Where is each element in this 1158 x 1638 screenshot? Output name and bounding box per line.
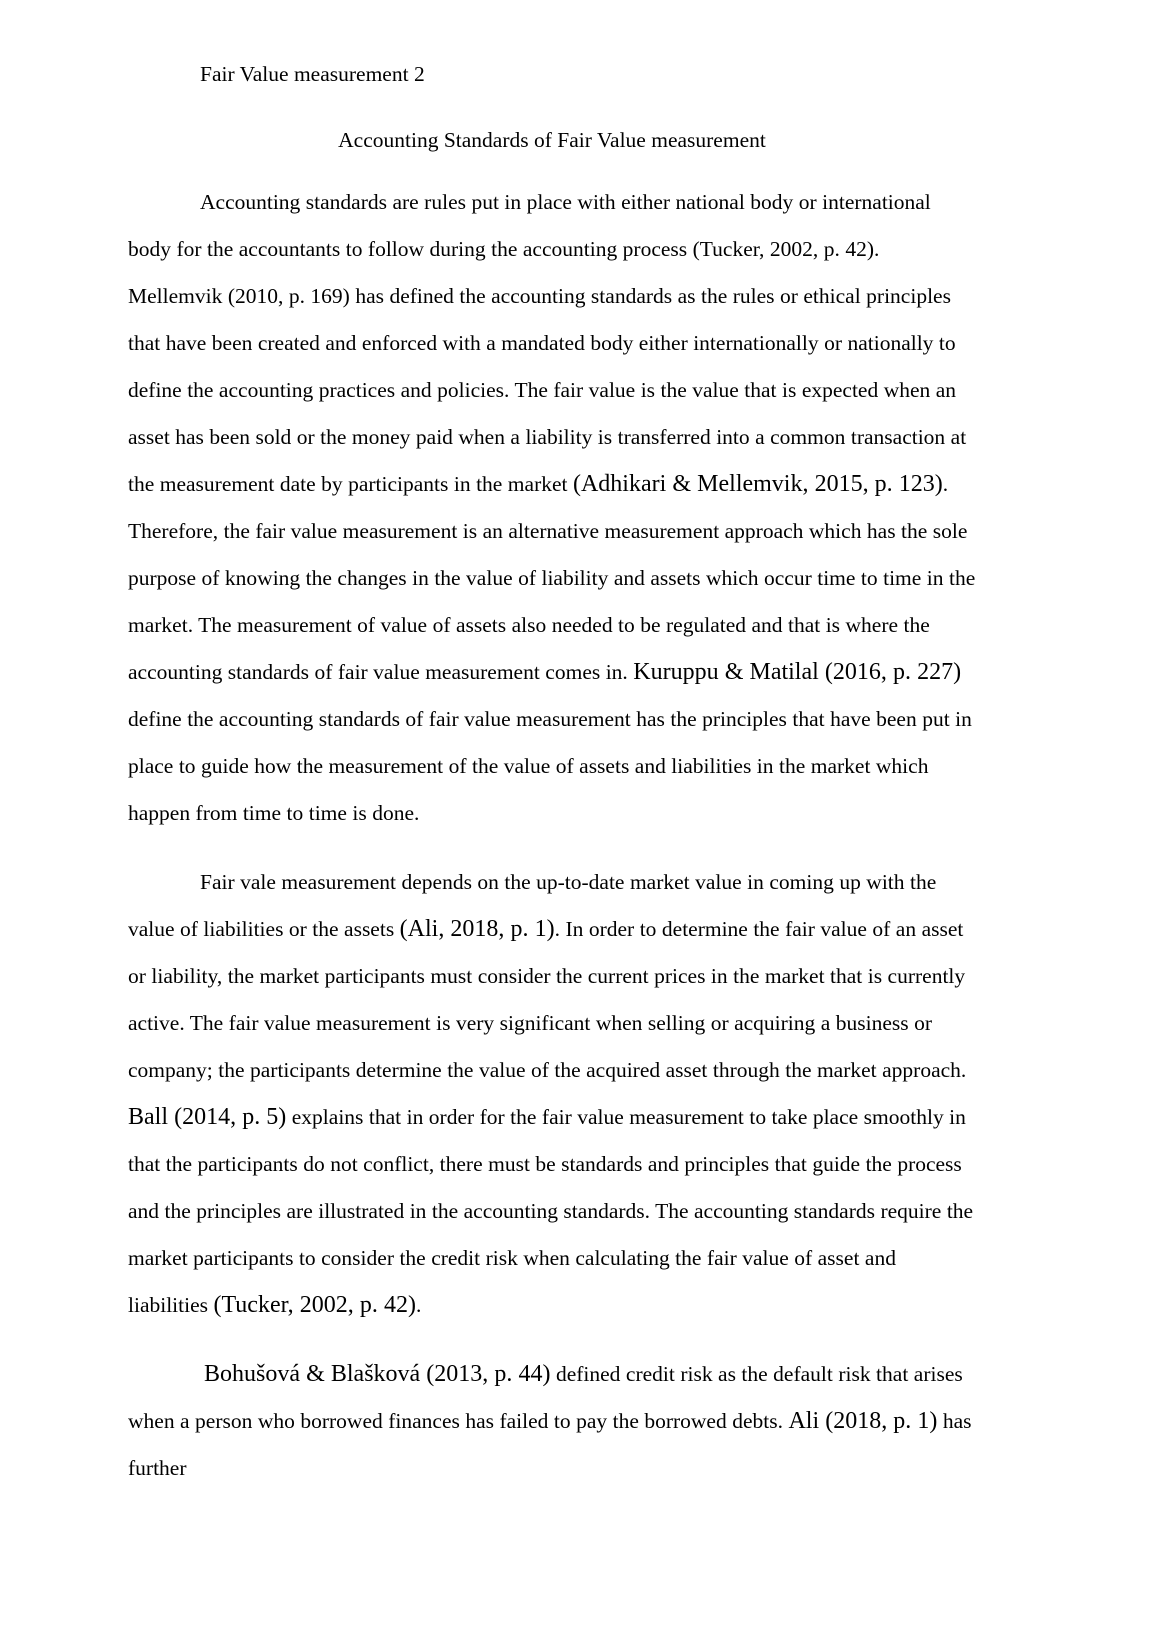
body-text: Fair vale measurement depends on the up-to-date market value in coming up with the value of liabilities or the assets xyxy=(128,869,937,941)
body-text: has further xyxy=(128,1408,972,1480)
citation-text: Bohušová & Blašková (2013, p. 44) xyxy=(204,1360,551,1387)
body-text: Accounting standards are rules put in place with either national body or international body for the accountants to follow during the accounting process (Tucker, 2002, p. 42). Mellemvik (2010, p. 169) has defined the accounting standards as the rules or ethical principles that have been created and enforced with a mandated body either internationally or nationally to define the accounting practices and policies. The fair value is the value that is expected when an asset has been sold or the money paid when a liability is transferred into a common transaction at the measurement date by participants in the market xyxy=(128,189,967,496)
citation-text: (Ali, 2018, p. 1) xyxy=(399,915,555,942)
running-head: Fair Value measurement 2 xyxy=(200,62,425,86)
paragraph-credit-risk xyxy=(128,1329,976,1492)
body-text: . In order to determine the fair value of an asset or liability, the market participants must consider the current prices in the market that is currently active. The fair value measurement is very significant when selling or acquiring a business or company; the participants determine the value of the acquired asset through the market approach. xyxy=(128,916,967,1082)
body-text: explains that in order for the fair value measurement to take place smoothly in that the participants do not conflict, there must be standards and principles that guide the process and the principles are illustrated in the accounting standards. The accounting standards require the market participants to consider the credit risk when calculating the fair value of asset and liabilities xyxy=(128,1104,974,1317)
page-content xyxy=(128,0,976,1492)
paragraph-fair-value-market xyxy=(128,837,976,1329)
body-text: . xyxy=(415,1292,422,1317)
body-text: defined credit risk as the default risk that arises when a person who borrowed finances has failed to pay the borrowed debts. xyxy=(128,1361,963,1433)
citation-text: (Tucker, 2002, p. 42) xyxy=(213,1291,416,1318)
body-text: . Therefore, the fair value measurement is an alternative measurement approach which has the sole purpose of knowing the changes in the value of liability and assets which occur time to time in the market. The measurement of value of assets also needed to be regulated and that is where the accounting standards of fair value measurement comes in. xyxy=(128,471,976,684)
citation-text: Ball (2014, p. 5) xyxy=(128,1103,287,1130)
paragraph-accounting-standards xyxy=(128,154,976,837)
citation-text: Ali (2018, p. 1) xyxy=(788,1407,938,1434)
page-title: Accounting Standards of Fair Value measurement xyxy=(338,127,766,152)
citation-text: Kuruppu & Matilal (2016, p. 227) xyxy=(633,658,962,685)
citation-text: (Adhikari & Mellemvik, 2015, p. 123) xyxy=(572,470,943,497)
body-text: define the accounting standards of fair value measurement has the principles that have been put in place to guide how the measurement of the value of assets and liabilities in the market which happen from time to time is done. xyxy=(128,706,972,825)
